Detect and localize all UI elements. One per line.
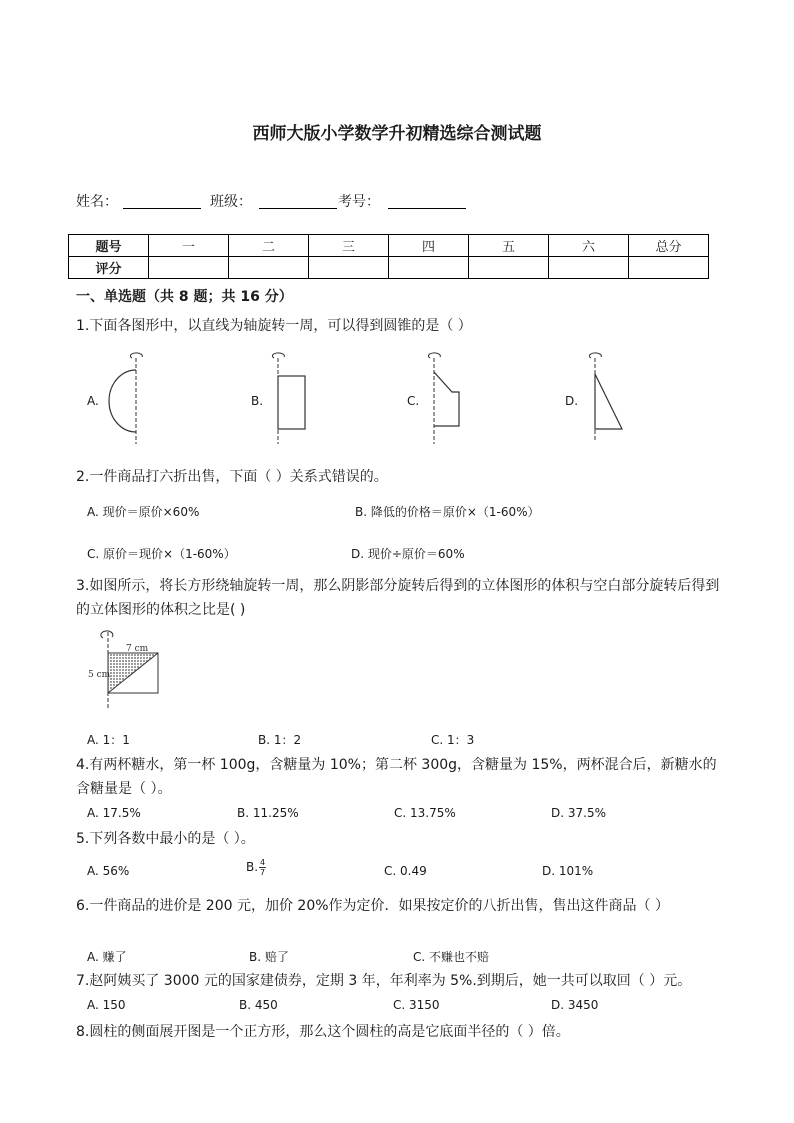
score-cell[interactable] [549,257,629,279]
q5-option-c[interactable]: C. 0.49 [384,864,427,878]
exam-no-label: 考号： [338,194,380,210]
question-7-text: 7.赵阿姨买了 3000 元的国家建债券，定期 3 年，年利率为 5%.到期后，她一共可以取回（ ）元。 [76,973,692,989]
q2-option-c[interactable]: C. 原价＝现价×（1-60%） [87,547,236,561]
q4-option-d[interactable]: D. 37.5% [551,806,606,820]
score-table-header-cell: 六 [549,235,629,257]
score-table-header-row [69,235,709,257]
q4-option-c[interactable]: C. 13.75% [394,806,456,820]
question-5-text: 5.下列各数中最小的是（ ）。 [76,831,255,847]
q4-option-b[interactable]: B. 11.25% [237,806,299,820]
score-table-header-cell: 四 [389,235,469,257]
score-table [68,234,709,279]
class-field[interactable] [259,192,337,209]
q2-option-d[interactable]: D. 现价÷原价＝60% [351,547,465,561]
q5-fraction-denominator: 7 [260,868,266,877]
score-table-score-row [69,257,709,279]
q1-option-c-label[interactable]: C. [407,394,420,408]
q3-option-c[interactable]: C. 1：3 [431,733,475,747]
page-title: 西师大版小学数学升初精选综合测试题 [252,124,542,144]
q3-figure-label-left: 5 cm [88,670,111,680]
q1-option-b-label[interactable]: B. [251,394,264,408]
score-row-label: 评分 [69,257,149,279]
question-4-text: 4.有两杯糖水，第一杯 100g，含糖量为 10%；第二杯 300g，含糖量为 15%，两杯混合后，新糖水的含糖量是（ ）。 [76,757,717,797]
score-table-header-cell: 三 [309,235,389,257]
score-table-header-cell: 题号 [69,235,149,257]
score-cell[interactable] [149,257,229,279]
q7-option-d[interactable]: D. 3450 [551,998,599,1012]
q6-option-a[interactable]: A. 赚了 [87,950,127,964]
q5-fraction [259,858,266,877]
q3-figure-label-top: 7 cm [126,644,149,654]
q3-figure [86,630,176,710]
q5-fraction-numerator: 4 [260,858,266,867]
question-3-text: 3.如图所示，将长方形绕轴旋转一周，那么阴影部分旋转后得到的立体图形的体积与空白部分旋转后得到的立体图形的体积之比是( ) [76,578,720,618]
q5-option-a[interactable]: A. 56% [87,864,130,878]
question-1-text: 1.下面各图形中，以直线为轴旋转一周，可以得到圆锥的是（ ） [76,318,472,334]
q2-option-a[interactable]: A. 现价＝原价×60% [87,505,200,519]
score-cell[interactable] [229,257,309,279]
name-field[interactable] [123,192,201,209]
q4-option-a[interactable]: A. 17.5% [87,806,141,820]
q6-option-c[interactable]: C. 不赚也不赔 [413,950,490,964]
q1-figure-d [580,352,630,447]
score-table-header-cell: 五 [469,235,549,257]
score-cell[interactable] [389,257,469,279]
q7-option-a[interactable]: A. 150 [87,998,126,1012]
score-cell[interactable] [629,257,709,279]
exam-no-field[interactable] [388,192,466,209]
score-table-header-cell: 一 [149,235,229,257]
question-8-text: 8.圆柱的侧面展开图是一个正方形，那么这个圆柱的高是它底面半径的（ ）倍。 [76,1024,570,1040]
q5-option-d[interactable]: D. 101% [542,864,594,878]
question-2-text: 2.一件商品打六折出售，下面（ ）关系式错误的。 [76,469,388,485]
section-heading: 一、单选题（共 8 题；共 16 分） [76,289,293,305]
q7-option-c[interactable]: C. 3150 [393,998,440,1012]
q1-option-a-label[interactable]: A. [87,394,99,408]
question-6-text: 6.一件商品的进价是 200 元，加价 20%作为定价．如果按定价的八折出售，售出这件商品（ ） [76,898,669,914]
score-table-header-cell: 总分 [629,235,709,257]
q6-option-b[interactable]: B. 赔了 [249,950,289,964]
q5-option-b[interactable] [246,858,266,877]
q7-option-b[interactable]: B. 450 [239,998,278,1012]
q1-figure-b [265,352,315,447]
q1-figure-a [100,352,150,447]
score-cell[interactable] [309,257,389,279]
q3-option-a[interactable]: A. 1：1 [87,733,130,747]
q1-figure-c [420,352,470,447]
class-label: 班级： [210,194,252,210]
score-table-header-cell: 二 [229,235,309,257]
name-label: 姓名： [76,194,118,210]
q5-option-b-label: B. [246,860,259,874]
q1-option-d-label[interactable]: D. [565,394,579,408]
q2-option-b[interactable]: B. 降低的价格＝原价×（1-60%） [355,505,540,519]
q3-option-b[interactable]: B. 1：2 [258,733,302,747]
score-cell[interactable] [469,257,549,279]
